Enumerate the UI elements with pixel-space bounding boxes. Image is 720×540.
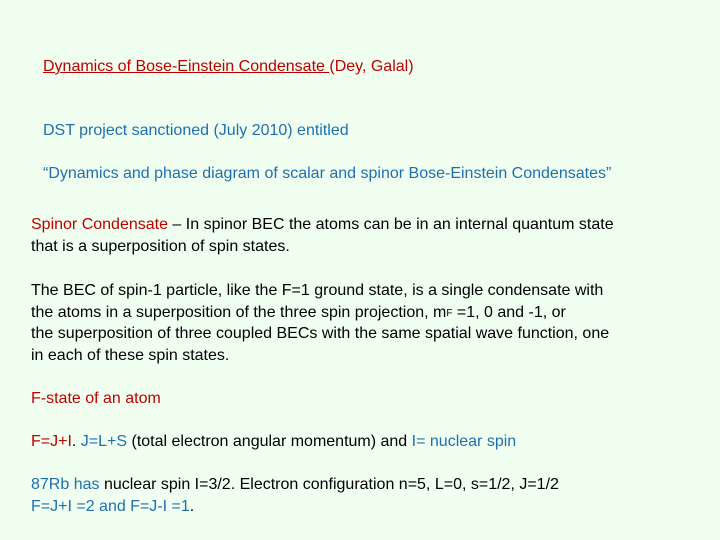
- spin1-line-3: the superposition of three coupled BECs with the same spatial wave function, one: [31, 325, 610, 342]
- spinor-line-1: [31, 214, 614, 236]
- spinor-line-2: that is a superposition of spin states.: [31, 238, 290, 255]
- fji-c: J=L+S: [80, 433, 128, 450]
- project-line-1: DST project sanctioned (July 2010) entitled: [43, 122, 349, 139]
- spin1-line-2: [31, 302, 566, 326]
- fji-d: (total electron angular momentum) and: [127, 433, 412, 450]
- spin1-line-4: in each of these spin states.: [31, 347, 230, 364]
- spin1-line-2-b: =1, 0 and -1, or: [452, 304, 566, 321]
- rb-line-2: [31, 496, 194, 518]
- fstate-title: F-state of an atom: [31, 390, 161, 407]
- rb-a: 87Rb has: [31, 476, 100, 493]
- spin1-line-1: The BEC of spin-1 particle, like the F=1 ground state, is a single condensate with: [31, 282, 604, 299]
- rb-b: nuclear spin I=3/2. Electron configuration n=5, L=0, s=1/2, J=1/2: [99, 476, 559, 493]
- fji-line: [31, 431, 516, 453]
- spinor-dash: –: [167, 216, 186, 233]
- fji-a: F=J+I: [31, 433, 72, 450]
- spinor-label: Spinor Condensate: [31, 216, 168, 233]
- heading-line: [43, 56, 414, 78]
- rb-d: .: [189, 498, 195, 515]
- spin1-line-2-a: the atoms in a superposition of the three spin projection, m: [31, 304, 447, 321]
- spin1-subscript: F: [446, 308, 453, 319]
- fji-b: .: [71, 433, 81, 450]
- rb-line-1: [31, 474, 559, 496]
- fji-e: I= nuclear spin: [411, 433, 517, 450]
- rb-c: F=J+I =2 and F=J-I =1: [31, 498, 190, 515]
- heading-authors: (Dey, Galal): [329, 58, 414, 75]
- heading-title: Dynamics of Bose-Einstein Condensate: [43, 58, 330, 75]
- project-title: “Dynamics and phase diagram of scalar and spinor Bose-Einstein Condensates”: [43, 165, 612, 182]
- spinor-text-1: In spinor BEC the atoms can be in an internal quantum state: [185, 216, 614, 233]
